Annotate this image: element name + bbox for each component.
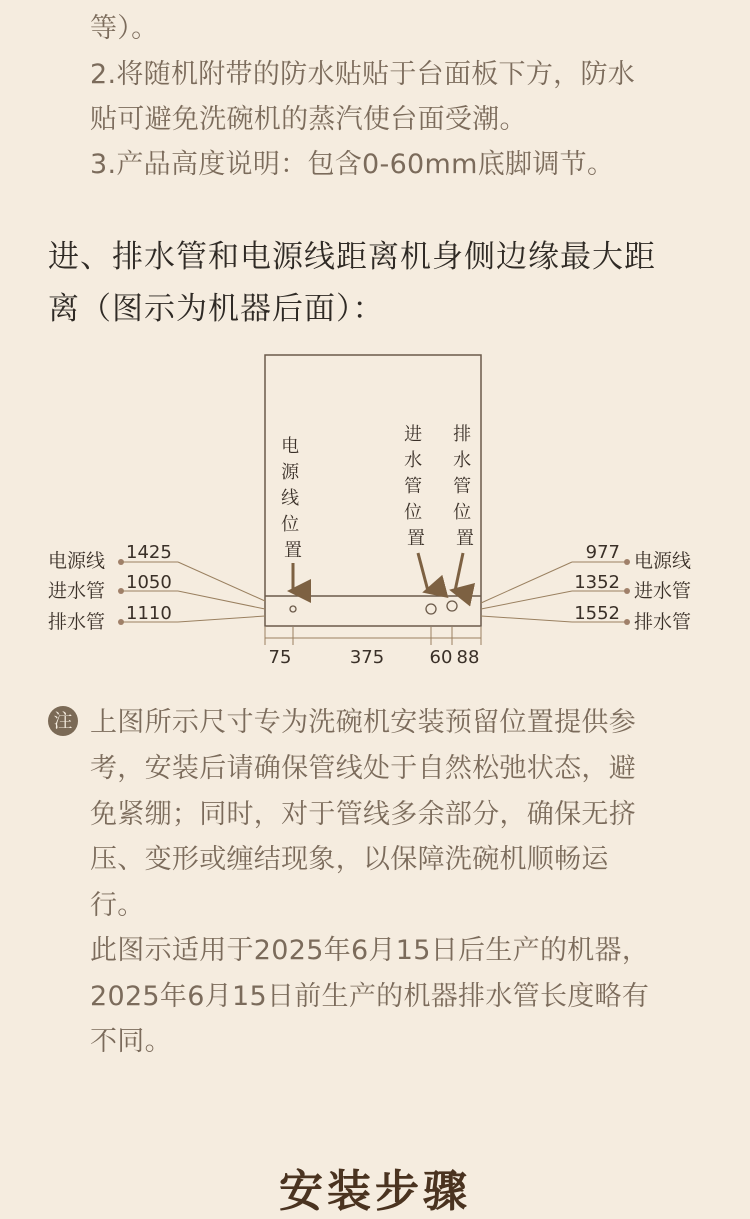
right-row-value: 1352 <box>574 572 620 593</box>
drain-position-label: 排 水 管 位 置 <box>453 424 474 549</box>
intro-line: 贴可避免洗碗机的蒸汽使台面受潮。 <box>90 104 527 135</box>
right-leader-inlet <box>481 591 572 609</box>
intro-line: 等）。 <box>90 13 159 44</box>
right-dot <box>624 619 630 625</box>
left-row-name: 进水管 <box>48 580 106 602</box>
right-leader-power <box>481 562 572 603</box>
section-heading: 离（图示为机器后面）： <box>48 291 385 327</box>
note-line: 压、变形或缠结现象，以保障洗碗机顺畅运 <box>90 844 609 875</box>
dimension-value: 60 <box>429 647 453 668</box>
right-row-value: 977 <box>585 542 620 563</box>
note-line: 考，安装后请确保管线处于自然松弛状态，避 <box>90 753 636 784</box>
note-line: 行。 <box>90 890 145 921</box>
right-row-value: 1552 <box>574 603 620 624</box>
left-row-value: 1110 <box>126 603 172 624</box>
left-row-value: 1425 <box>126 542 172 563</box>
note-line: 此图示适用于2025年6月15日后生产的机器， <box>90 935 650 966</box>
left-leader-inlet <box>178 591 265 609</box>
right-row-name: 进水管 <box>634 580 692 602</box>
left-row-name: 电源线 <box>48 550 106 572</box>
dimension-value: 75 <box>268 647 292 668</box>
inlet-port <box>426 604 436 614</box>
note-line: 不同。 <box>90 1026 172 1057</box>
dimension-value: 88 <box>456 647 480 668</box>
inlet-arrow <box>418 553 428 591</box>
note-line: 上图所示尺寸专为洗碗机安装预留位置提供参 <box>90 707 636 738</box>
inlet-position-label: 进 水 管 位 置 <box>404 424 425 549</box>
right-dot <box>624 588 630 594</box>
note-line: 2025年6月15日前生产的机器排水管长度略有 <box>90 981 650 1012</box>
right-row-name: 排水管 <box>634 611 692 633</box>
right-dot <box>624 559 630 565</box>
right-leader-drain <box>481 616 572 622</box>
note-icon: 注 <box>48 706 78 736</box>
dimension-value: 375 <box>349 647 385 668</box>
power-port <box>290 606 296 612</box>
section-heading: 进、排水管和电源线距离机身侧边缘最大距 <box>48 239 656 275</box>
intro-line: 3.产品高度说明：包含0-60mm底脚调节。 <box>90 149 615 180</box>
note-line: 免紧绷；同时，对于管线多余部分，确保无挤 <box>90 799 636 830</box>
rear-view-diagram <box>0 345 750 675</box>
left-leader-power <box>178 562 265 601</box>
right-row-name: 电源线 <box>634 550 692 572</box>
drain-port <box>447 601 457 611</box>
power-position-label: 电 源 线 位 置 <box>281 436 302 561</box>
left-leader-drain <box>178 616 265 622</box>
left-row-name: 排水管 <box>48 611 106 633</box>
left-row-value: 1050 <box>126 572 172 593</box>
intro-line: 2.将随机附带的防水贴贴于台面板下方，防水 <box>90 59 636 90</box>
drain-arrow <box>455 553 463 591</box>
section-title: 安装步骤 <box>279 1166 471 1217</box>
